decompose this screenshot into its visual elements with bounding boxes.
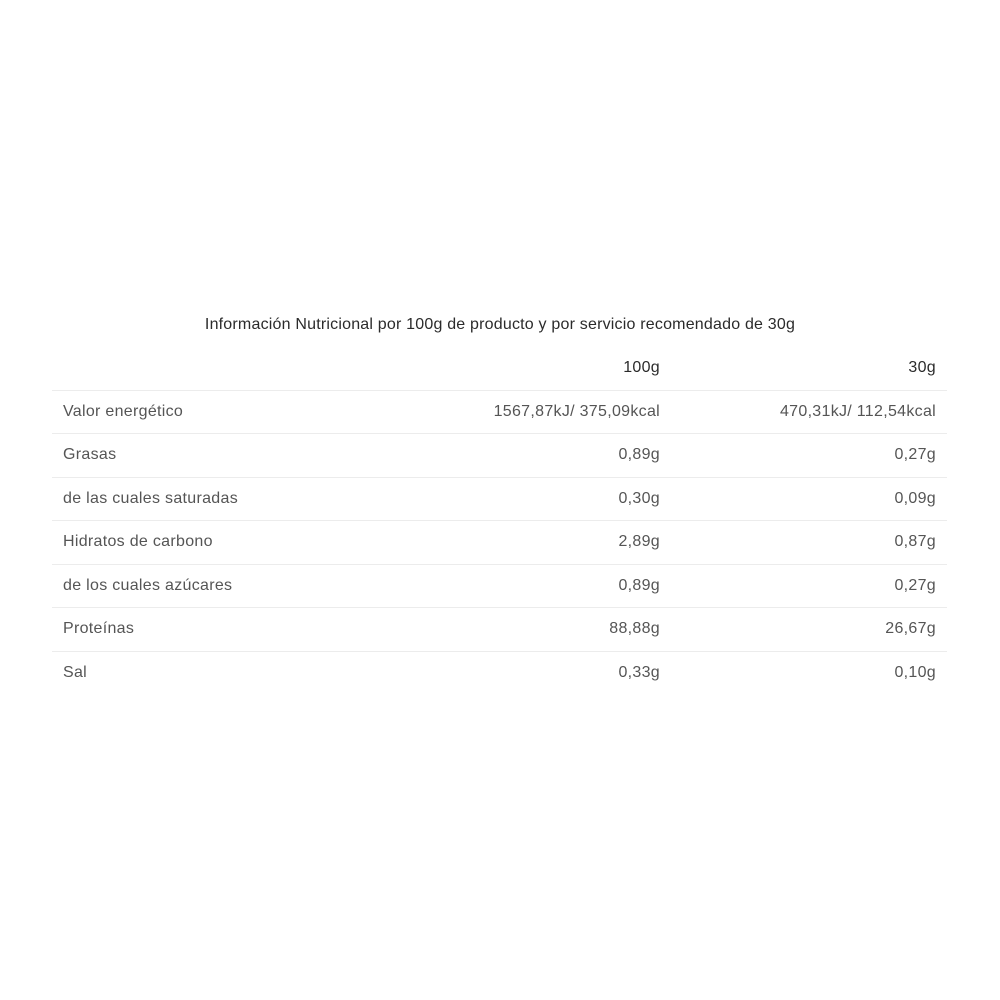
value-per-30g: 0,27g [660,434,947,478]
nutrient-name: Sal [63,663,88,681]
table-caption: Información Nutricional por 100g de producto y por servicio recomendado de 30g [204,316,796,333]
nutrient-name: de las cuales saturadas [52,477,373,521]
nutrition-table [52,347,947,694]
value-per-100g: 0,89g [373,564,660,608]
table-header-row [52,347,947,390]
nutrient-name: de los cuales azúcares [52,564,373,608]
nutrient-name: Grasas [52,434,373,478]
value-per-30g: 0,87g [660,521,947,565]
table-row [52,521,947,565]
value-per-30g: 26,67g [660,608,947,652]
value-per-100g: 1567,87kJ/ 375,09kcal [373,390,660,434]
nutrient-name: Proteínas [52,608,373,652]
value-per-100g: 0,33g [618,663,660,681]
value-per-30g: 470,31kJ/ 112,54kcal [660,390,947,434]
table-row [52,651,947,694]
value-per-100g: 0,30g [373,477,660,521]
value-per-100g: 0,89g [373,434,660,478]
value-per-30g: 0,27g [660,564,947,608]
table-row [52,390,947,434]
header-per-30g: 30g [660,347,947,390]
table-row [52,477,947,521]
table-row [52,608,947,652]
value-per-100g: 88,88g [373,608,660,652]
nutrient-name: Hidratos de carbono [52,521,373,565]
header-nutrient [52,347,373,390]
value-per-30g: 0,10g [894,663,936,681]
value-per-30g: 0,09g [660,477,947,521]
header-per-100g: 100g [373,347,660,390]
table-row [52,434,947,478]
value-per-100g: 2,89g [373,521,660,565]
table-row [52,564,947,608]
nutrient-name: Valor energético [52,390,373,434]
